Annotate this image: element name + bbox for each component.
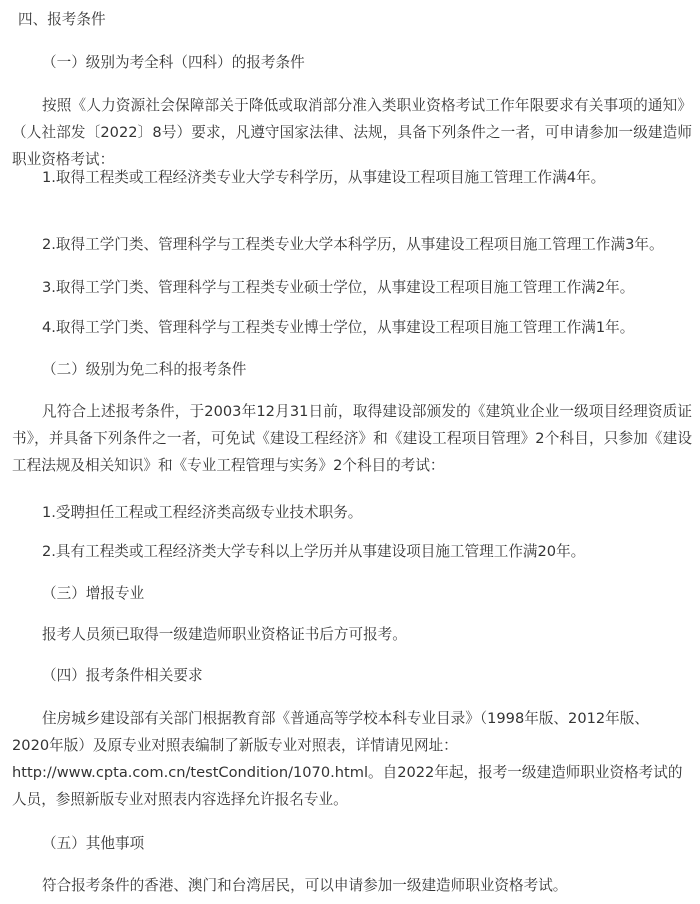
- s2-intro: 凡符合上述报考条件，于2003年12月31日前，取得建设部颁发的《建筑业企业一级项目经理资质证书》，并具备下列条件之一者，可免试《建设工程经济》和《建设工程项目管理》2个科目，只参加《建设工程法规及相关知识》和《专业工程管理与实务》2个科目的考试：: [12, 403, 692, 474]
- s5-body: 符合报考条件的香港、澳门和台湾居民，可以申请参加一级建造师职业资格考试。: [42, 877, 568, 894]
- s4-body-line-4: 人员，参照新版专业对照表内容选择允许报名专业。: [12, 791, 348, 808]
- s2-item-2: 2.具有工程类或工程经济类大学专科以上学历并从事建设项目施工管理工作满20年。: [42, 543, 586, 560]
- s1-item-3: 3.取得工学门类、管理科学与工程类专业硕士学位，从事建设工程项目施工管理工作满2年。: [42, 279, 635, 296]
- s4-body-line-3: http://www.cpta.com.cn/testCondition/1070.html。自2022年起，报考一级建造师职业资格考试的: [12, 764, 683, 781]
- s2-item-1: 1.受聘担任工程或工程经济类高级专业技术职务。: [42, 504, 363, 521]
- s3-body: 报考人员须已取得一级建造师职业资格证书后方可报考。: [42, 626, 407, 643]
- s3-heading: （三）增报专业: [42, 585, 145, 602]
- s4-body-line-2: 2020年版）及原专业对照表编制了新版专业对照表，详情请见网址：: [12, 737, 458, 754]
- s1-item-4: 4.取得工学门类、管理科学与工程类专业博士学位，从事建设工程项目施工管理工作满1年。: [42, 319, 635, 336]
- s4-body-line-1: 住房城乡建设部有关部门根据教育部《普通高等学校本科专业目录》（1998年版、2012年版、: [42, 710, 649, 727]
- s1-item-1: 1.取得工程类或工程经济类专业大学专科学历，从事建设工程项目施工管理工作满4年。: [42, 169, 606, 186]
- s2-heading: （二）级别为免二科的报考条件: [42, 361, 247, 378]
- s5-heading: （五）其他事项: [42, 835, 145, 852]
- s1-heading: （一）级别为考全科（四科）的报考条件: [42, 54, 305, 71]
- section-title: 四、报考条件: [18, 11, 106, 28]
- s1-intro: 按照《人力资源社会保障部关于降低或取消部分准入类职业资格考试工作年限要求有关事项的通知》（人社部发〔2022〕8号）要求，凡遵守国家法律、法规，具备下列条件之一者，可申请参加一级建造师职业资格考试：: [12, 97, 692, 168]
- s1-item-2: 2.取得工学门类、管理科学与工程类专业大学本科学历，从事建设工程项目施工管理工作满3年。: [42, 236, 664, 253]
- s4-heading: （四）报考条件相关要求: [42, 667, 203, 684]
